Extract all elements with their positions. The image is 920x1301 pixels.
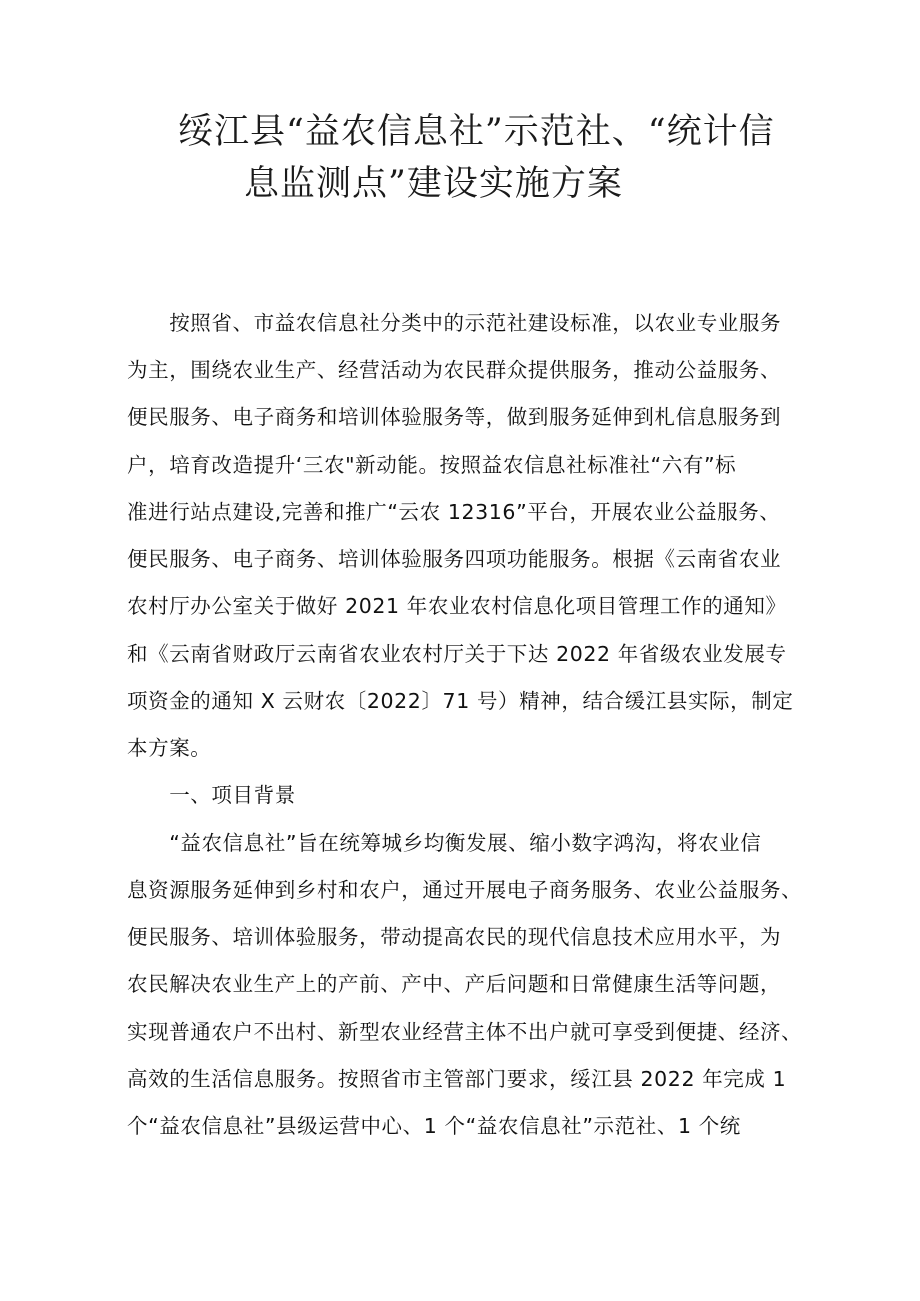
intro-paragraph-line: 按照省、市益农信息社分类中的示范社建设标准，以农业专业服务 [127,311,782,335]
intro-paragraph-line: 便民服务、电子商务、培训体验服务四项功能服务。根据《云南省农业 [127,547,782,571]
section-paragraph-line: “益农信息社”旨在统筹城乡均衡发展、缩小数字鸿沟，将农业信 [127,831,762,855]
section-heading: 一、项目背景 [127,783,296,807]
section-paragraph-line: 息资源服务延伸到乡村和农户，通过开展电子商务服务、农业公益服务、 [127,878,803,902]
section-paragraph-line: 便民服务、培训体验服务，带动提高农民的现代信息技术应用水平，为 [127,925,782,949]
document-title-line-1: 绥江县“益农信息社”示范社、“统计信 [178,112,775,152]
intro-paragraph-line: 准进行站点建设,完善和推广“云农 12316”平台，开展农业公益服务、 [127,500,781,524]
section-paragraph-line: 高效的生活信息服务。按照省市主管部门要求，绥江县 2022 年完成 1 [127,1067,787,1091]
section-paragraph-line: 实现普通农户不出村、新型农业经营主体不出户就可享受到便捷、经济、 [127,1020,803,1044]
section-paragraph-line: 农民解决农业生产上的产前、产中、产后问题和日常健康生活等问题， [127,972,782,996]
intro-paragraph-line: 项资金的通知 X 云财农〔2022〕71 号）精神，结合缓江县实际，制定 [127,689,794,713]
intro-paragraph-line: 户，培育改造提升‘三农"新动能。按照益农信息社标准社“六有”标 [127,453,737,477]
intro-paragraph-line: 和《云南省财政厅云南省农业农村厅关于下达 2022 年省级农业发展专 [127,642,787,666]
intro-paragraph-line: 便民服务、电子商务和培训体验服务等，做到服务延伸到札信息服务到 [127,405,782,429]
document-title-line-2: 息监测点”建设实施方案 [244,164,623,204]
intro-paragraph-line: 本方案。 [127,736,212,760]
intro-paragraph-line: 为主，围绕农业生产、经营活动为农民群众提供服务，推动公益服务、 [127,358,782,382]
section-paragraph-line: 个“益农信息社”县级运营中心、1 个“益农信息社”示范社、1 个统 [127,1114,741,1138]
intro-paragraph-line: 农村厅办公室关于做好 2021 年农业农村信息化项目管理工作的通知》 [127,594,787,618]
